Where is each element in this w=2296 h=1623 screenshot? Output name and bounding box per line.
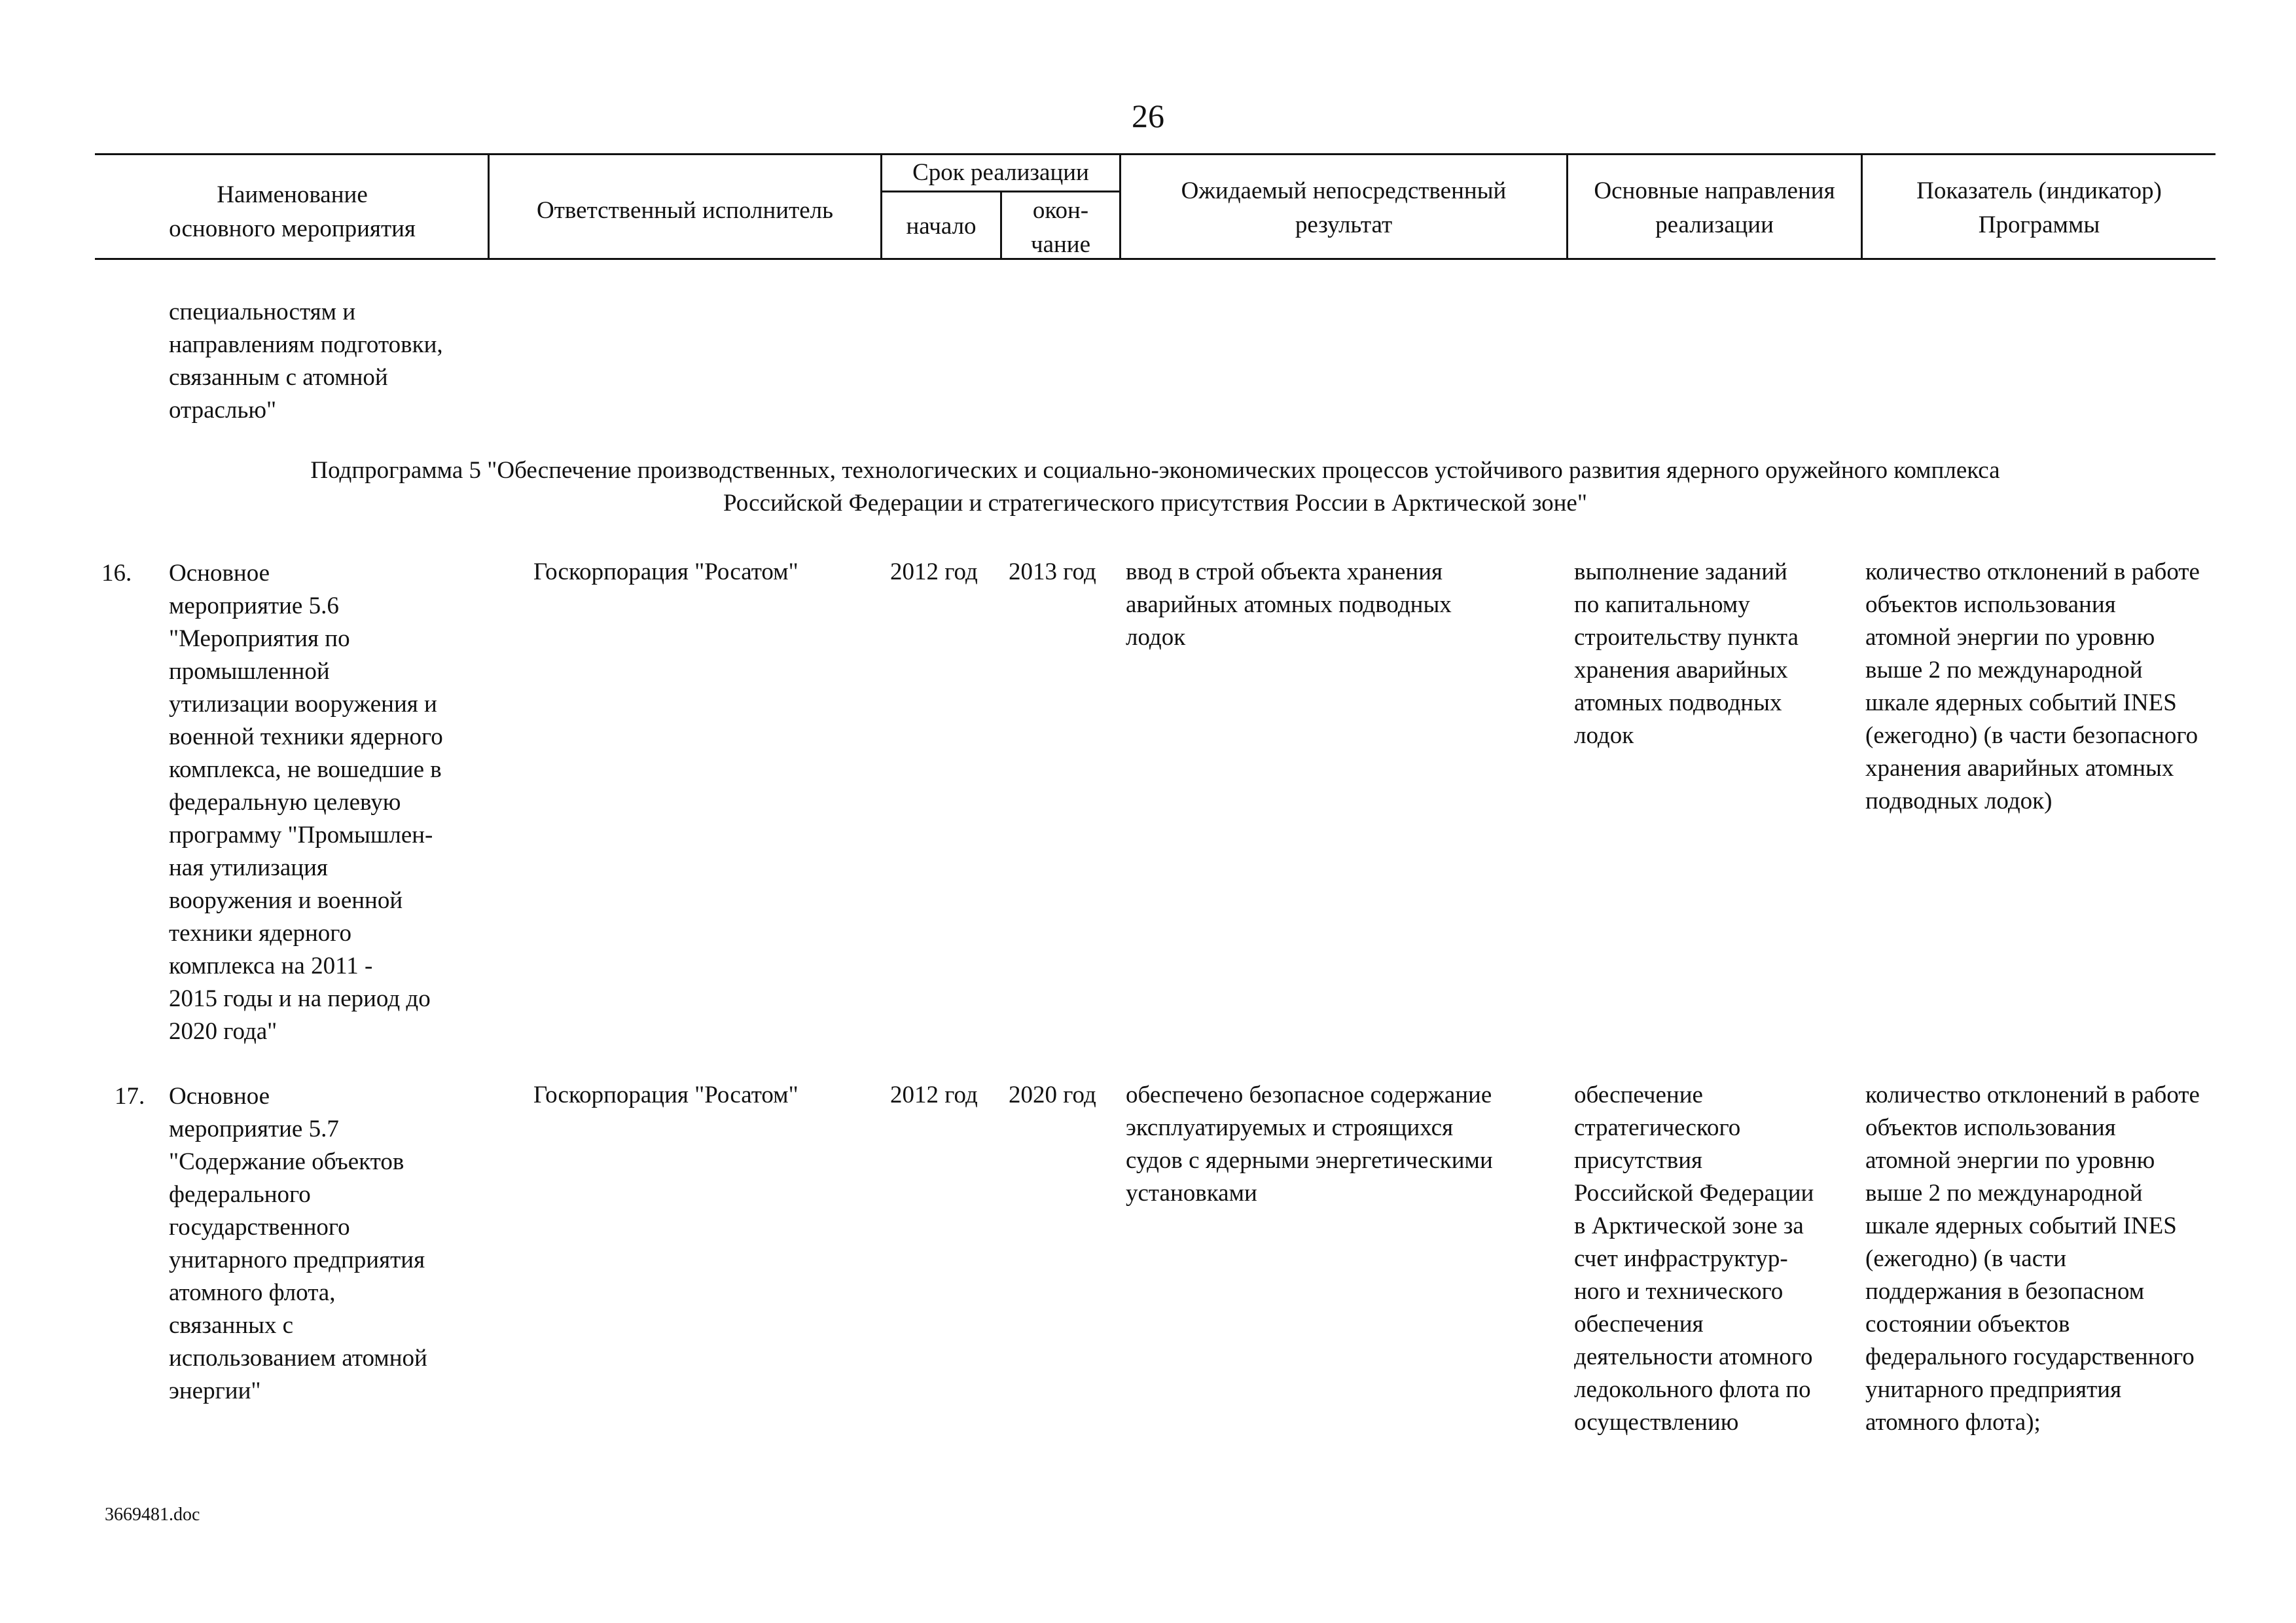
header-directions: Основные направления реализации bbox=[1594, 177, 1835, 238]
header-term: Срок реализации bbox=[912, 159, 1089, 186]
row-17-executor: Госкорпорация "Росатом" bbox=[533, 1082, 798, 1108]
row-17-indicator: количество отклонений в работе объектов использования атомной энергии по уровню выше 2 по международной шкале ядерных событий INES (ежегодно) (в части поддержания в безопасном состоянии объектов федерального государственного унитарного предприятия атомного флота); bbox=[1865, 1082, 2200, 1436]
header-bottom-rule bbox=[95, 258, 2215, 260]
header-end: окон- чание bbox=[1030, 197, 1091, 258]
header-indicator: Показатель (индикатор) Программы bbox=[1916, 177, 2162, 238]
row-16-end: 2013 год bbox=[1009, 558, 1096, 585]
row-16-result: ввод в строй объекта хранения аварийных атомных подводных лодок bbox=[1126, 558, 1452, 651]
row-16-number: 16. bbox=[101, 560, 132, 587]
row-17-directions: обеспечение стратегического присутствия Российской Федерации в Арктической зоне за счет инфраструктур- ного и технического обеспечения деятельности атомного ледокольного флота по осуществлению bbox=[1574, 1082, 1814, 1436]
row-17-result: обеспечено безопасное содержание эксплуатируемых и строящихся судов с ядерными энергетическими установками bbox=[1126, 1082, 1493, 1207]
row-16-start: 2012 год bbox=[890, 558, 978, 585]
header-executor: Ответственный исполнитель bbox=[537, 197, 833, 224]
row-17-name: Основное мероприятие 5.7 "Содержание объектов федерального государственного унитарного предприятия атомного флота, связанных с использованием атомной энергии" bbox=[169, 1083, 427, 1404]
subprogram-title: Подпрограмма 5 "Обеспечение производственных, технологических и социально-экономических процессов устойчивого развития ядерного оружейного комплекса Российской Федерации и стратегического присутствия России в Арктической зоне" bbox=[310, 457, 2000, 517]
row-16-name: Основное мероприятие 5.6 "Мероприятия по промышленной утилизации вооружения и военной техники ядерного комплекса, не вошедшие в федеральную целевую программу "Промышлен- ная утилизация вооружения и военной техники ядерного комплекса на 2011 - 2015 годы и на период до 2020 года" bbox=[169, 560, 443, 1045]
row-17-start: 2012 год bbox=[890, 1082, 978, 1108]
header-top-rule bbox=[95, 153, 2215, 155]
row-16-directions: выполнение заданий по капитальному строительству пункта хранения аварийных атомных подводных лодок bbox=[1574, 558, 1799, 749]
header-result: Ожидаемый непосредственный результат bbox=[1181, 177, 1507, 238]
header-name: Наименование основного мероприятия bbox=[169, 181, 416, 242]
row-17-number: 17. bbox=[115, 1083, 145, 1110]
row-16-indicator: количество отклонений в работе объектов использования атомной энергии по уровню выше 2 по международной шкале ядерных событий INES (ежегодно) (в части безопасного хранения аварийных атомных подводных лодок) bbox=[1865, 558, 2200, 814]
header-start: начало bbox=[906, 213, 977, 240]
row-16-executor: Госкорпорация "Росатом" bbox=[533, 558, 798, 585]
page-number: 26 bbox=[1132, 98, 1164, 134]
document-footer: 3669481.doc bbox=[105, 1504, 200, 1525]
continuation-text: специальностям и направлениям подготовки, связанным с атомной отраслью" bbox=[169, 299, 443, 424]
row-17-end: 2020 год bbox=[1009, 1082, 1096, 1108]
